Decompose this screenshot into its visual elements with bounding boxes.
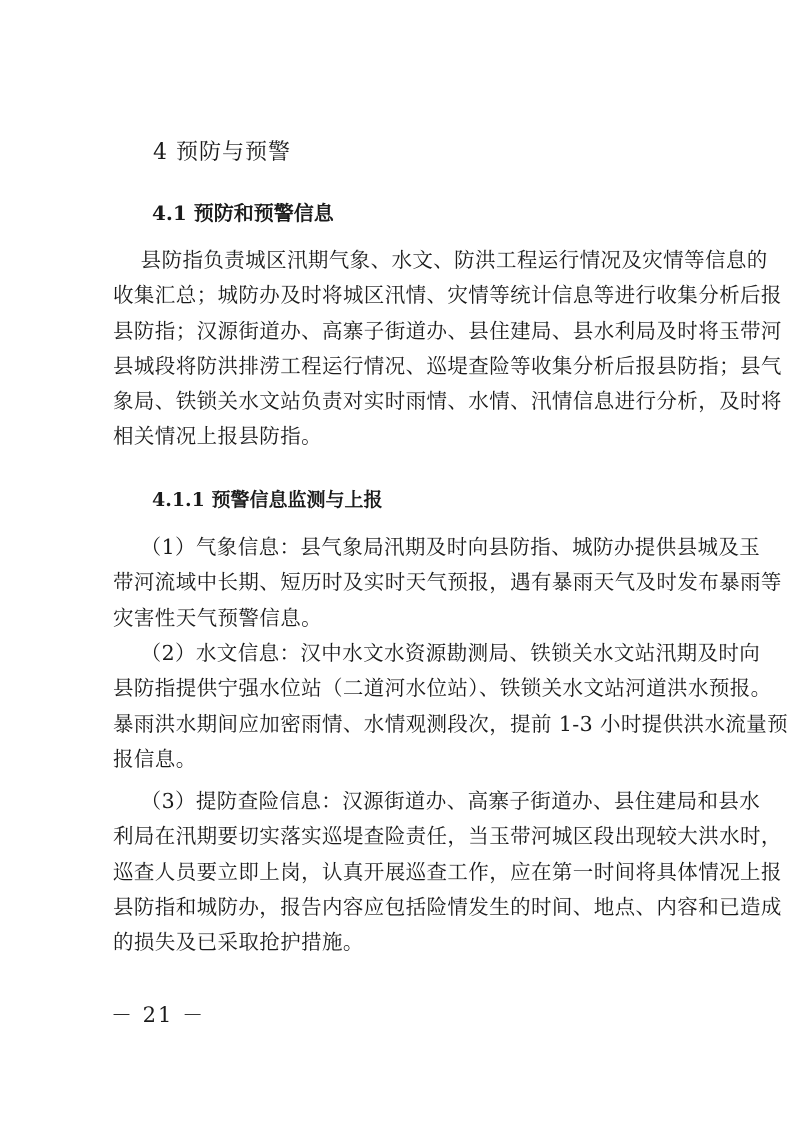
text-line: （3）提防查险信息：汉源街道办、高寨子街道办、县住建局和县水 [113, 789, 761, 813]
text-line: 县防指；汉源街道办、高寨子街道办、县住建局、县水利局及时将玉带河 [113, 318, 782, 343]
text-line: 巡查人员要立即上岗，认真开展巡查工作，应在第一时间将具体情况上报 [113, 859, 782, 884]
text-line: 象局、铁锁关水文站负责对实时雨情、水情、汛情信息进行分析，及时将 [113, 389, 782, 414]
text-line: 的损失及已采取抢护措施。 [113, 930, 364, 955]
text-line: 相关情况上报县防指。 [113, 424, 322, 449]
text-line: 县城段将防洪排涝工程运行情况、巡堤查险等收集分析后报县防指；县气 [113, 353, 782, 378]
paragraph-hydrology-info [113, 636, 789, 777]
paragraph-prevention-info [113, 243, 782, 455]
text-line: 县防指提供宁强水位站（二道河水位站）、铁锁关水文站河道洪水预报。 [113, 676, 772, 701]
text-line: （1）气象信息：县气象局汛期及时向县防指、城防办提供县城及玉 [113, 535, 761, 559]
text-line: （2）水文信息：汉中水文水资源勘测局、铁锁关水文站汛期及时向 [113, 641, 761, 665]
text-line: 报信息。 [113, 746, 197, 771]
text-line: 利局在汛期要切实落实巡堤查险责任，当玉带河城区段出现较大洪水时， [113, 824, 782, 849]
text-line: 灾害性天气预警信息。 [113, 605, 322, 630]
text-line: 县防指和城防办，报告内容应包括险情发生的时间、地点、内容和已造成 [113, 894, 782, 919]
text-line: 收集汇总；城防办及时将城区汛情、灾情等统计信息等进行收集分析后报 [113, 283, 782, 308]
page-number: － 21 － [111, 1003, 206, 1027]
text-line: 带河流域中长期、短历时及实时天气预报，遇有暴雨天气及时发布暴雨等 [113, 570, 782, 595]
sub-subsection-heading: 4.1.1 预警信息监测与上报 [152, 489, 383, 511]
text-line: 县防指负责城区汛期气象、水文、防洪工程运行情况及灾情等信息的 [113, 248, 768, 272]
text-line: 暴雨洪水期间应加密雨情、水情观测段次，提前 1-3 小时提供洪水流量预 [113, 711, 789, 736]
section-heading: 4 预防与预警 [153, 140, 291, 165]
paragraph-weather-info [113, 530, 782, 636]
paragraph-levee-inspection-info [113, 784, 782, 960]
subsection-heading: 4.1 预防和预警信息 [152, 201, 334, 225]
